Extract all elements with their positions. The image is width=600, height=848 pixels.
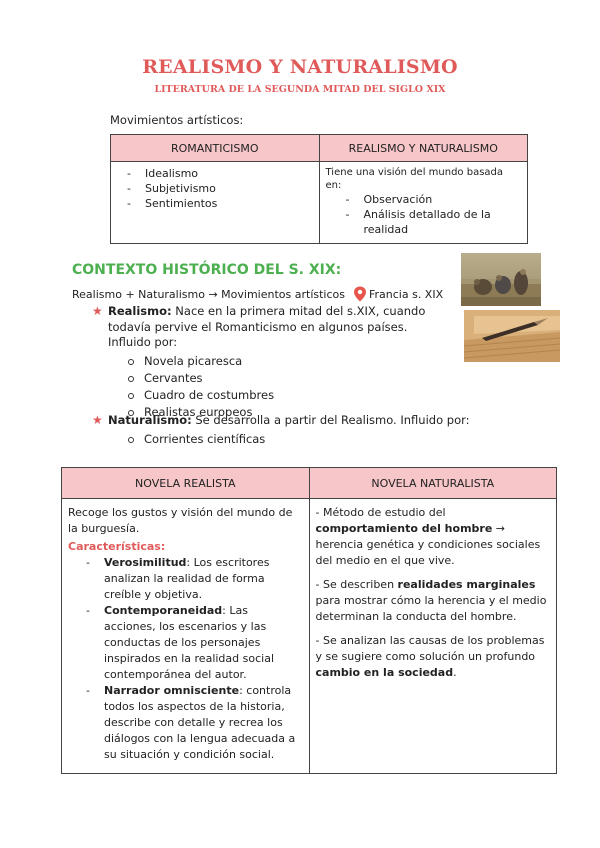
contexto-line: [72, 286, 443, 302]
page-subtitle: LITERATURA DE LA SEGUNDA MITAD DEL SIGLO XIX: [154, 84, 446, 95]
realista-intro: Recoge los gustos y visión del mundo de la burguesía.: [68, 506, 293, 535]
naturalismo-label: Naturalismo:: [108, 413, 192, 427]
realismo-item: [92, 304, 452, 421]
list-item: - Verosimilitud: Los escritores analizan la realidad de forma creíble y objetiva.: [68, 555, 303, 603]
romanticismo-cell: [111, 162, 320, 244]
list-item: - Sentimientos: [117, 196, 313, 211]
star-icon: ★: [92, 304, 103, 318]
realismo-intro: Tiene una visión del mundo basada en:: [325, 167, 504, 191]
list-item: - Idealismo: [117, 166, 313, 181]
naturalismo-text: Se desarrolla a partir del Realismo. Influido por:: [195, 413, 470, 427]
list-item: Novela picaresca: [128, 353, 452, 370]
naturalismo-item: [92, 413, 492, 448]
list-item: Realistas europeos: [128, 404, 452, 421]
naturalista-paragraph: - Método de estudio del comportamiento del hombre → herencia genética y condiciones sociales del medio en el que vive.: [315, 506, 541, 567]
realismo-cell: [319, 162, 528, 244]
contexto-title: CONTEXTO HISTÓRICO DEL S. XIX:: [72, 262, 342, 278]
list-item: - Análisis detallado de la realidad: [326, 207, 522, 237]
movimientos-table: [110, 134, 528, 244]
list-item: - Contemporaneidad: Las acciones, los escenarios y las conductas de los personajes inspirados en la realidad social contemporánea del autor.: [68, 603, 303, 683]
map-pin-icon: [353, 286, 367, 302]
contexto-text: Realismo + Naturalismo → Movimientos artísticos: [72, 287, 345, 301]
header-realismo-naturalismo: REALISMO Y NATURALISMO: [319, 135, 528, 162]
naturalista-paragraph: - Se describen realidades marginales para mostrar cómo la herencia y el medio determinan la conducta del hombre.: [315, 578, 547, 623]
list-item: - Narrador omnisciente: controla todos los aspectos de la historia, describe con detalle y recrea los diálogos con la lengua adecuada a su situación y condición social.: [68, 683, 303, 763]
list-item: Cuadro de costumbres: [128, 387, 452, 404]
realista-cell: [62, 499, 310, 774]
header-novela-realista: NOVELA REALISTA: [62, 468, 310, 499]
page-title: REALISMO Y NATURALISMO: [142, 56, 458, 78]
naturalista-cell: [309, 499, 557, 774]
list-item: Cervantes: [128, 370, 452, 387]
naturalista-paragraph: - Se analizan las causas de los problemas y se sugiere como solución un profundo cambio en la sociedad.: [315, 634, 545, 679]
header-romanticismo: ROMANTICISMO: [111, 135, 320, 162]
realismo-text: Nace en la primera mitad del s.XIX, cuando todavía pervive el Romanticismo en algunos países. Influido por:: [108, 304, 426, 349]
movimientos-label: Movimientos artísticos:: [110, 113, 244, 127]
caracteristicas-label: Características:: [68, 540, 166, 553]
novelas-table: [61, 467, 557, 774]
painting-image: [461, 253, 541, 306]
header-novela-naturalista: NOVELA NATURALISTA: [309, 468, 557, 499]
realismo-label: Realismo:: [108, 304, 172, 318]
location-text: Francia s. XIX: [368, 287, 444, 301]
book-pen-image: [464, 310, 560, 362]
star-icon: ★: [92, 413, 103, 427]
list-item: - Subjetivismo: [117, 181, 313, 196]
list-item: - Observación: [326, 192, 522, 207]
list-item: Corrientes científicas: [128, 431, 492, 448]
